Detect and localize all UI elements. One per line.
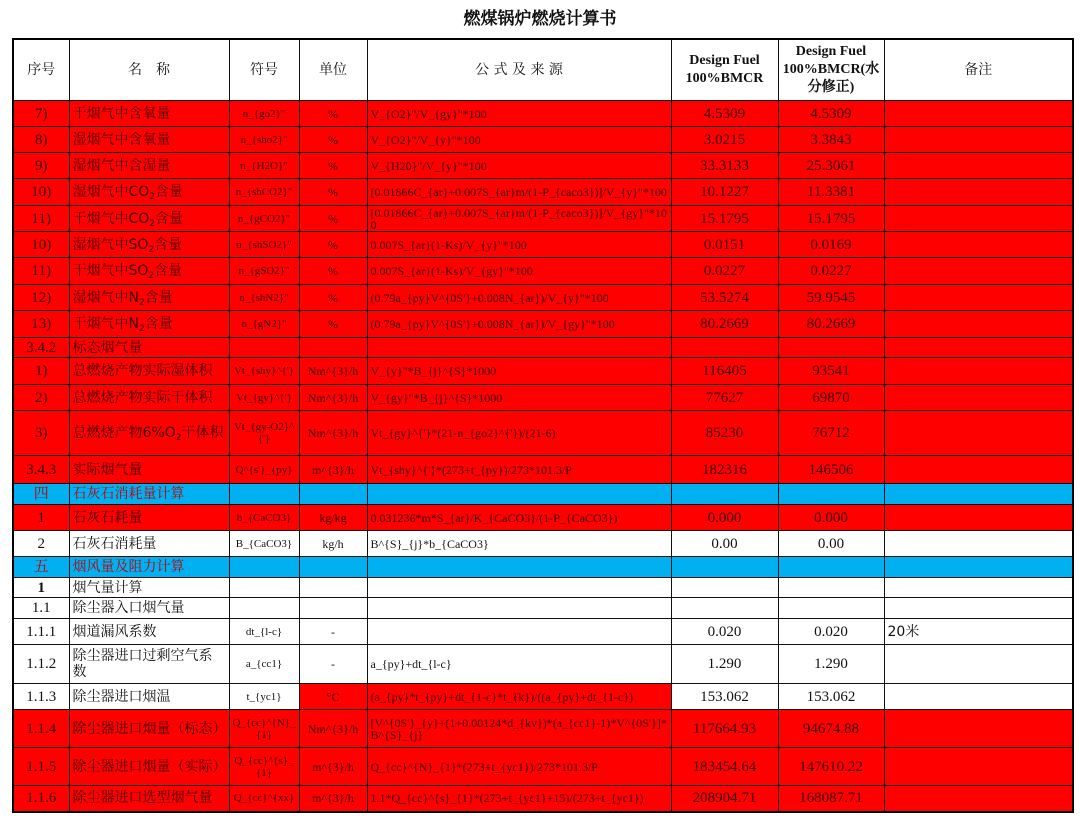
unit: [299, 557, 367, 578]
formula: [0.01866C_{ar}+0.007S_{ar}m/(1-P_{caco3})]/V_{y}"*100: [367, 179, 671, 206]
item-name: 除尘器进口烟量（实际）: [69, 748, 229, 786]
table-row: [13, 456, 1073, 484]
item-name: 干烟气中$CO_2$含量: [69, 206, 229, 232]
item-name: 除尘器进口过剩空气系数: [69, 645, 229, 684]
formula: [367, 598, 671, 619]
table-row: [13, 748, 1073, 786]
row-number: 1.1.2: [13, 645, 69, 684]
symbol: n_{gCO2}": [229, 206, 299, 232]
unit: %: [299, 258, 367, 285]
design-fuel-corrected-value: 0.00: [778, 531, 884, 557]
design-fuel-corrected-value: [778, 484, 884, 505]
design-fuel-corrected-value: 11.3381: [778, 179, 884, 206]
table-row: [13, 484, 1073, 505]
note: [884, 127, 1073, 153]
row-number: 3.4.2: [13, 338, 69, 358]
table-body: [13, 101, 1073, 812]
unit: %: [299, 206, 367, 232]
item-name: 除尘器进口烟量（标态）: [69, 710, 229, 748]
item-name: 干烟气中含氧量: [69, 101, 229, 127]
unit: Nm^{3}/h: [299, 710, 367, 748]
row-number: 1: [13, 505, 69, 531]
header-design-fuel: Design Fuel 100%BMCR: [671, 39, 778, 101]
design-fuel-value: 0.0151: [671, 232, 778, 258]
design-fuel-corrected-value: 168087.71: [778, 786, 884, 812]
item-name: 除尘器进口烟温: [69, 684, 229, 710]
design-fuel-corrected-value: 69870: [778, 385, 884, 411]
note: [884, 505, 1073, 531]
item-name: 湿烟气中含湿量: [69, 153, 229, 179]
row-number: 7): [13, 101, 69, 127]
table-row: [13, 578, 1073, 598]
row-number: 8): [13, 127, 69, 153]
design-fuel-corrected-value: 80.2669: [778, 311, 884, 338]
note: [884, 684, 1073, 710]
note: [884, 153, 1073, 179]
formula: V_{gy}"*B_{j}^{S}*1000: [367, 385, 671, 411]
design-fuel-value: 77627: [671, 385, 778, 411]
unit: %: [299, 311, 367, 338]
design-fuel-value: [671, 578, 778, 598]
design-fuel-value: 3.0215: [671, 127, 778, 153]
unit: [299, 598, 367, 619]
formula: (0.79a_{py}V^{0S'}+0.008N_{ar})/V_{y}"*100: [367, 285, 671, 311]
item-name: 总燃烧产物$6\%O_2$干体积: [69, 411, 229, 456]
design-fuel-value: 53.5274: [671, 285, 778, 311]
unit: m^{3}/h: [299, 456, 367, 484]
table-row: [13, 385, 1073, 411]
formula: [367, 578, 671, 598]
design-fuel-corrected-value: 93541: [778, 358, 884, 385]
table-row: [13, 645, 1073, 684]
symbol: t_{yc1}: [229, 684, 299, 710]
symbol: Q_{cc}^{N}_{1}: [229, 710, 299, 748]
row-number: 1): [13, 358, 69, 385]
note: [884, 484, 1073, 505]
design-fuel-value: 85230: [671, 411, 778, 456]
design-fuel-corrected-value: [778, 598, 884, 619]
item-name: 总燃烧产物实际干体积: [69, 385, 229, 411]
design-fuel-value: 116405: [671, 358, 778, 385]
note: [884, 411, 1073, 456]
symbol: [229, 338, 299, 358]
unit: -: [299, 619, 367, 645]
formula: [367, 619, 671, 645]
item-name: 烟道漏风系数: [69, 619, 229, 645]
symbol: n_{shN2}": [229, 285, 299, 311]
header-note: 备注: [884, 39, 1073, 101]
design-fuel-value: 80.2669: [671, 311, 778, 338]
item-name: 湿烟气中$CO_2$含量: [69, 179, 229, 206]
table-row: [13, 311, 1073, 338]
unit: [299, 338, 367, 358]
row-number: 1.1: [13, 598, 69, 619]
symbol: a_{cc1}: [229, 645, 299, 684]
design-fuel-value: 153.062: [671, 684, 778, 710]
table-row: [13, 619, 1073, 645]
symbol: Vt_{shy}^{'}: [229, 358, 299, 385]
symbol: Vt_{gy}^{'}: [229, 385, 299, 411]
symbol: dt_{l-c}: [229, 619, 299, 645]
design-fuel-corrected-value: 0.000: [778, 505, 884, 531]
note: 20米: [884, 619, 1073, 645]
row-number: 10): [13, 232, 69, 258]
symbol: b_{CaCO3}: [229, 505, 299, 531]
row-number: 10): [13, 179, 69, 206]
design-fuel-value: 117664.93: [671, 710, 778, 748]
calculation-table: [12, 38, 1074, 813]
formula: V_{O2}"/V_{y}"*100: [367, 127, 671, 153]
symbol: Q^{s'}_{py}: [229, 456, 299, 484]
design-fuel-value: 15.1795: [671, 206, 778, 232]
design-fuel-corrected-value: [778, 578, 884, 598]
symbol: n_{gSO2}": [229, 258, 299, 285]
table-row: [13, 338, 1073, 358]
design-fuel-value: 182316: [671, 456, 778, 484]
note: [884, 358, 1073, 385]
formula: V_{H20}"/V_{y}"*100: [367, 153, 671, 179]
item-name: 实际烟气量: [69, 456, 229, 484]
design-fuel-value: 0.020: [671, 619, 778, 645]
note: [884, 179, 1073, 206]
formula: Vt_{gy}^{'}*(21-n_{go2}^{'})/(21-6): [367, 411, 671, 456]
design-fuel-corrected-value: 4.5309: [778, 101, 884, 127]
design-fuel-value: 183454.64: [671, 748, 778, 786]
item-name: 湿烟气中$SO_2$含量: [69, 232, 229, 258]
design-fuel-value: [671, 338, 778, 358]
item-name: 湿烟气中$N_2$含量: [69, 285, 229, 311]
row-number: 2: [13, 531, 69, 557]
row-number: 3): [13, 411, 69, 456]
note: [884, 456, 1073, 484]
unit: %: [299, 179, 367, 206]
item-name: 除尘器入口烟气量: [69, 598, 229, 619]
symbol: Vt_{gy-O2}^{'}: [229, 411, 299, 456]
formula: [0.01866C_{ar}+0.007S_{ar}m/(1-P_{caco3})]/V_{gy}"*100: [367, 206, 671, 232]
design-fuel-value: 0.000: [671, 505, 778, 531]
unit: [299, 578, 367, 598]
design-fuel-corrected-value: 15.1795: [778, 206, 884, 232]
unit: [299, 484, 367, 505]
unit: %: [299, 127, 367, 153]
note: [884, 786, 1073, 812]
unit: %: [299, 285, 367, 311]
note: [884, 748, 1073, 786]
symbol: Q_{cc}^{s}_{1}: [229, 748, 299, 786]
design-fuel-value: 1.290: [671, 645, 778, 684]
note: [884, 258, 1073, 285]
note: [884, 206, 1073, 232]
row-number: 13): [13, 311, 69, 338]
design-fuel-corrected-value: 0.020: [778, 619, 884, 645]
table-row: [13, 684, 1073, 710]
item-name: 干烟气中$N_2$含量: [69, 311, 229, 338]
table-row: [13, 232, 1073, 258]
formula: [367, 484, 671, 505]
design-fuel-value: 33.3133: [671, 153, 778, 179]
row-number: 3.4.3: [13, 456, 69, 484]
row-number: 12): [13, 285, 69, 311]
unit: Nm^{3}/h: [299, 411, 367, 456]
formula: V_{y}"*B_{j}^{S}*1000: [367, 358, 671, 385]
row-number: 四: [13, 484, 69, 505]
table-row: [13, 206, 1073, 232]
note: [884, 578, 1073, 598]
formula: [367, 338, 671, 358]
table-row: [13, 505, 1073, 531]
item-name: 标态烟气量: [69, 338, 229, 358]
header-symbol: 符号: [229, 39, 299, 101]
table-row: [13, 285, 1073, 311]
symbol: n_{gN2}": [229, 311, 299, 338]
formula: (0.79a_{py}V^{0S'}+0.008N_{ar})/V_{gy}"*100: [367, 311, 671, 338]
table-row: [13, 127, 1073, 153]
design-fuel-corrected-value: 0.0169: [778, 232, 884, 258]
row-number: 1.1.4: [13, 710, 69, 748]
design-fuel-value: 0.00: [671, 531, 778, 557]
table-row: [13, 531, 1073, 557]
item-name: 烟气量计算: [69, 578, 229, 598]
row-number: 1.1.6: [13, 786, 69, 812]
symbol: [229, 484, 299, 505]
note: [884, 385, 1073, 411]
formula: Q_{cc}^{N}_{1}*(273+t_{yc1})/273*101.3/P: [367, 748, 671, 786]
note: [884, 598, 1073, 619]
symbol: Q_{cc}^{xx}: [229, 786, 299, 812]
unit: Nm^{3}/h: [299, 385, 367, 411]
unit: m^{3}/h: [299, 748, 367, 786]
table-row: [13, 101, 1073, 127]
formula: 0.007S_{ar}(1-Ks)/V_{gy}"*100: [367, 258, 671, 285]
formula: V_{O2}"/V_{gy}"*100: [367, 101, 671, 127]
item-name: 干烟气中$SO_2$含量: [69, 258, 229, 285]
note: [884, 557, 1073, 578]
unit: °C: [299, 684, 367, 710]
symbol: n_{shCO2}": [229, 179, 299, 206]
document-title: 燃煤锅炉燃烧计算书: [463, 9, 617, 29]
row-number: 11): [13, 206, 69, 232]
unit: %: [299, 101, 367, 127]
table-row: [13, 786, 1073, 812]
header-design-fuel-corrected: Design Fuel 100%BMCR(水分修正): [778, 39, 884, 101]
item-name: 除尘器进口选型烟气量: [69, 786, 229, 812]
table-row: [13, 710, 1073, 748]
design-fuel-corrected-value: [778, 338, 884, 358]
symbol: B_{CaCO3}: [229, 531, 299, 557]
design-fuel-corrected-value: 59.9545: [778, 285, 884, 311]
header-formula: 公 式 及 来 源: [367, 39, 671, 101]
formula: B^{S}_{j}*b_{CaCO3}: [367, 531, 671, 557]
table-row: [13, 557, 1073, 578]
note: [884, 311, 1073, 338]
formula: 0.007S_{ar}(1-Ks)/V_{y}"*100: [367, 232, 671, 258]
design-fuel-corrected-value: 25.3061: [778, 153, 884, 179]
item-name: 石灰石消耗量计算: [69, 484, 229, 505]
design-fuel-value: [671, 598, 778, 619]
formula: a_{py}+dt_{l-c}: [367, 645, 671, 684]
formula: [V^{0S'}_{y}+(1+0.00124*d_{kv})*(a_{cc1}-1)*V^{0S'}]*B^{S}_{j}: [367, 710, 671, 748]
header-no: 序号: [13, 39, 69, 101]
note: [884, 710, 1073, 748]
design-fuel-value: 10.1227: [671, 179, 778, 206]
design-fuel-corrected-value: 94674.88: [778, 710, 884, 748]
design-fuel-corrected-value: 147610.22: [778, 748, 884, 786]
item-name: 石灰石消耗量: [69, 531, 229, 557]
symbol: n_{go2}": [229, 101, 299, 127]
note: [884, 645, 1073, 684]
row-number: 11): [13, 258, 69, 285]
formula: 1.1*Q_{cc}^{s}_{1}*(273+t_{yc1}+15)/(273+t_{yc1}): [367, 786, 671, 812]
symbol: [229, 578, 299, 598]
formula: (a_{py}*t_{py}+dt_{1-c}*t_{k})/((a_{py}+dt_{1-c}): [367, 684, 671, 710]
note: [884, 101, 1073, 127]
formula: [367, 557, 671, 578]
symbol: n_{H2O}": [229, 153, 299, 179]
unit: %: [299, 153, 367, 179]
symbol: n_{shSO2}": [229, 232, 299, 258]
design-fuel-corrected-value: 146506: [778, 456, 884, 484]
row-number: 1.1.3: [13, 684, 69, 710]
design-fuel-corrected-value: 1.290: [778, 645, 884, 684]
header-unit: 单位: [299, 39, 367, 101]
row-number: 五: [13, 557, 69, 578]
design-fuel-corrected-value: 3.3843: [778, 127, 884, 153]
table-row: [13, 411, 1073, 456]
table-row: [13, 258, 1073, 285]
table-row: [13, 358, 1073, 385]
row-number: 2): [13, 385, 69, 411]
formula: Vt_{shy}^{'}*(273+t_{py})/273*101.3/P: [367, 456, 671, 484]
design-fuel-value: [671, 557, 778, 578]
design-fuel-value: 208904.71: [671, 786, 778, 812]
symbol: [229, 557, 299, 578]
design-fuel-corrected-value: 0.0227: [778, 258, 884, 285]
unit: %: [299, 232, 367, 258]
note: [884, 285, 1073, 311]
row-number: 9): [13, 153, 69, 179]
formula: 0.031236*m*S_{ar}/K_{CaCO3}/(1-P_{CaCO3}): [367, 505, 671, 531]
unit: kg/kg: [299, 505, 367, 531]
symbol: [229, 598, 299, 619]
item-name: 石灰石耗量: [69, 505, 229, 531]
unit: m^{3}/h: [299, 786, 367, 812]
design-fuel-corrected-value: 76712: [778, 411, 884, 456]
table-row: [13, 179, 1073, 206]
header-row: [13, 39, 1073, 101]
design-fuel-corrected-value: 153.062: [778, 684, 884, 710]
row-number: 1: [13, 578, 69, 598]
design-fuel-value: 4.5309: [671, 101, 778, 127]
note: [884, 338, 1073, 358]
unit: Nm^{3}/h: [299, 358, 367, 385]
item-name: 湿烟气中含氧量: [69, 127, 229, 153]
unit: -: [299, 645, 367, 684]
note: [884, 232, 1073, 258]
row-number: 1.1.1: [13, 619, 69, 645]
design-fuel-corrected-value: [778, 557, 884, 578]
item-name: 总燃烧产物实际湿体积: [69, 358, 229, 385]
header-name: 名 称: [69, 39, 229, 101]
design-fuel-value: [671, 484, 778, 505]
note: [884, 531, 1073, 557]
unit: kg/h: [299, 531, 367, 557]
table-row: [13, 153, 1073, 179]
symbol: n_{sho2}": [229, 127, 299, 153]
table-row: [13, 598, 1073, 619]
item-name: 烟风量及阻力计算: [69, 557, 229, 578]
design-fuel-value: 0.0227: [671, 258, 778, 285]
row-number: 1.1.5: [13, 748, 69, 786]
